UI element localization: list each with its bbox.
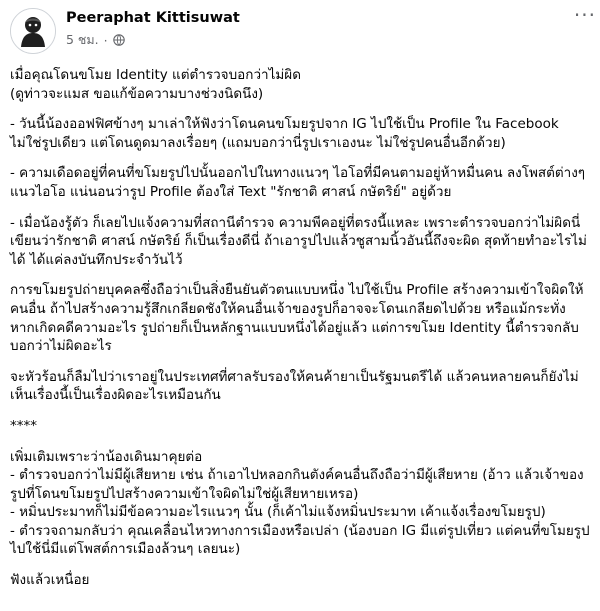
paragraph-text: - เมื่อน้องรู้ตัว ก็เลยไปแจ้งความที่สถานีตำรวจ ความพีคอยู่ที่ตรงนี้แหละ เพราะตำรวจบอกว่าไม่ผิดนี่ เขียนว่ารักชาติ ศาสน์ กษัตริย์ ก็เป็นเรื่องดีนี่ ถ้าเอารูปไปแล้วชูสามนิ้วอันนี้ถึงจะผิด สุดท้ายทำอะไรไม่ได้ ได้แค่ลงบันทึกประจำวันไว้ xyxy=(10,214,587,268)
paragraph-3 xyxy=(10,164,590,201)
paragraph-text: - ความเดือดอยู่ที่คนที่ขโมยรูปไปนั้นออกไปในทางแนวๆ ไอโอที่มีคนตามอยู่ห้าหมื่นคน ลงโพสต์ต่างๆ แนวไอโอ แน่นอนว่ารูป Profile ต้องใส่ Text "รักชาติ ศาสน์ กษัตริย์" อยู่ด้วย xyxy=(10,165,586,200)
separator-stars: **** xyxy=(10,417,37,434)
more-options-icon[interactable]: ··· xyxy=(573,3,596,27)
post-subline xyxy=(66,30,240,50)
post-meta xyxy=(66,8,240,50)
paragraph-5 xyxy=(10,281,590,355)
paragraph-1 xyxy=(10,66,590,103)
line-2: - ตำรวจบอกว่าไม่มีผู้เสียหาย เช่น ถ้าเอาไปหลอกกินตังค์คนอื่นถึงถือว่ามีผู้เสียหาย (อ้าว แล้วเจ้าของรูปที่โดนขโมยรูปไปสร้างความเข้าใจผิดไม่ใช่ผู้เสียหายเหรอ) xyxy=(10,467,584,502)
line-1: เมื่อคุณโดนขโมย Identity แต่ตำรวจบอกว่าไม่ผิด xyxy=(10,67,301,83)
line-3: - หมิ่นประมาทก็ไม่มีข้อความอะไรแนวๆ นั้น (ก็เค้าไม่แจ้งหมิ่นประมาท เค้าแจ้งเรื่องขโมยรูป) xyxy=(10,504,546,521)
line-1: เพิ่มเติมเพราะว่าน้องเดินมาคุยต่อ xyxy=(10,448,203,465)
paragraph-8 xyxy=(10,571,590,590)
paragraph-text: จะหัวร้อนก็ลืมไปว่าเราอยู่ในประเทศที่ศาลรับรองให้คนค้ายาเป็นรัฐมนตรีได้ แล้วคนหลายคนก็ยังไม่เห็นเรื่องนี้เป็นเรื่องผิดอะไรเหมือนกัน xyxy=(10,368,579,404)
avatar-portrait-icon xyxy=(11,9,55,53)
paragraph-text: การขโมยรูปถ่ายบุคคลซึ่งถือว่าเป็นสิ่งยืนยันตัวตนแบบหนึ่ง ไปใช้เป็น Profile สร้างความเข้าใจผิดให้คนอื่น ถ้าไปสร้างความรู้สึกเกลียดชังให้คนอื่นเจ้าของรูปก็อาจจะโดนเกลียดไปด้วย หรือแม้กระทั่งหากเกิดคดีความอะไร รูปถ่ายก็เป็นหลักฐานแบบหนึ่งได้อยู่แล้ว แต่การขโมย Identity นี้ตำรวจกลับบอกว่าไม่ผิดอะไร xyxy=(10,282,584,355)
avatar[interactable] xyxy=(10,8,56,54)
meta-separator: · xyxy=(103,32,108,48)
paragraph-4 xyxy=(10,214,590,270)
paragraph-6 xyxy=(10,368,590,405)
globe-icon[interactable] xyxy=(113,34,125,46)
post-header xyxy=(10,8,590,56)
line-2: (ดูท่าวจะแมส ขอแก้ข้อความบางช่วงนิดนึง) xyxy=(10,85,264,102)
paragraph-2 xyxy=(10,115,590,152)
line-4: - ตำรวจถามกลับว่า คุณเคลื่อนไหวทางการเมืองหรือเปล่า (น้องบอก IG มีแต่รูปเที่ยว แต่คนที่ขโมยรูปไปใช้นี่มีแต่โพสต์การเมืองล้วนๆ เลยนะ) xyxy=(10,522,590,558)
paragraph-7 xyxy=(10,448,590,560)
author-name[interactable]: Peeraphat Kittisuwat xyxy=(66,10,240,26)
paragraph-text: - วันนี้น้องออฟฟิศข้างๆ มาเล่าให้ฟังว่าโดนคนขโมยรูปจาก IG ไปใช้เป็น Profile ใน Facebook ไม่ใช่รูปเดียว แต่โดนดูดมาลงเรื่อยๆ (แถมบอกว่านี่รูปเราเองนะ ไม่ใช่รูปคนอื่นอีกด้วย) xyxy=(10,116,559,151)
post-body xyxy=(10,66,590,602)
post-time[interactable]: 5 ชม. xyxy=(66,32,99,47)
paragraph-text: ฟังแล้วเหนื่อย xyxy=(10,572,90,589)
